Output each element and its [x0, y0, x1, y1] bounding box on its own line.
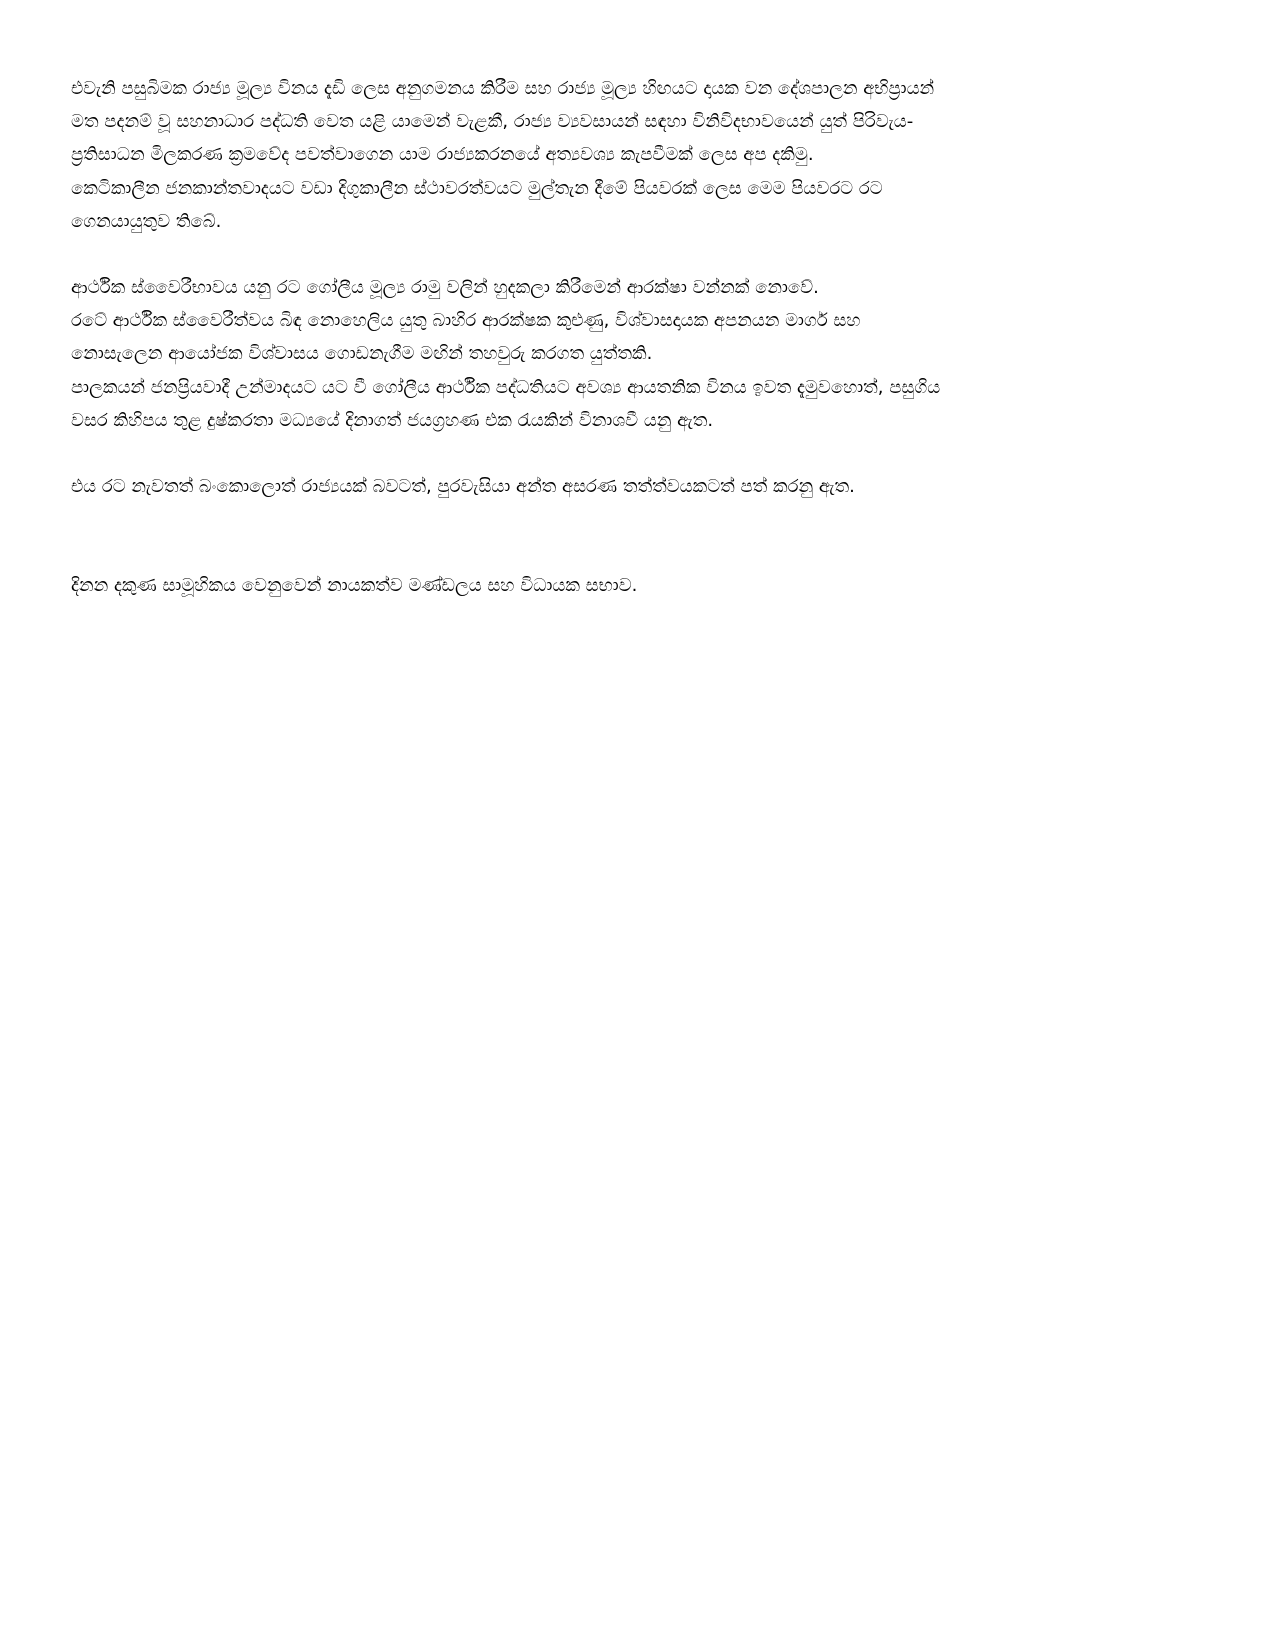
paragraph-line: ප්‍රතිසාධන මිලකරණ ක්‍රමවේද පවත්වාගෙන යාම රාජ්‍යකරනයේ අත්‍යවශ්‍ය කැපවීමක් ලෙස අප දකිමු. — [71, 144, 814, 166]
paragraph-line: පාලකයන් ජනප්‍රියවාදී උන්මාදයට යට වී ගෝලීය ආර්ථික පද්ධතියට අවශ්‍ය ආයතනික විනය ඉවත දැමුවහොත්, පසුගිය — [71, 376, 941, 398]
paragraph-line: කෙටිකාලීන ජනකාන්තවාදයට වඩා දිගුකාලීන ස්ථාවරත්වයට මුල්තැන දීමේ පියවරක් ලෙස මෙම පියවරට රට — [71, 177, 883, 199]
paragraph-consequence — [71, 470, 1201, 503]
document-body — [71, 72, 1201, 602]
paragraph-line: ආර්ථික ස්වෛරීභාවය යනු රට ගෝලීය මූල්‍ය රාමු වලින් හුදකලා කිරීමෙන් ආරක්ෂා වන්නක් නොවේ. — [71, 277, 819, 299]
paragraph-line: එය රට නැවතත් බංකොලොත් රාජ්‍යයක් බවටත්, පුරවැසියා අන්ත අසරණ තත්ත්වයකටත් පත් කරනු ඇත. — [71, 476, 855, 498]
paragraph-economic-sovereignty — [71, 271, 1201, 437]
paragraph-spacer — [71, 437, 1201, 470]
signature-line — [71, 569, 1201, 602]
paragraph-line: ගෙනයායුතුව තිබේ. — [71, 210, 222, 232]
paragraph-line: නොසැලෙන ආයෝජක විශ්වාසය ගොඩනැගීම මඟින් තහවුරු කරගත යුත්තකි. — [71, 343, 653, 365]
paragraph-spacer — [71, 238, 1201, 271]
paragraph-spacer — [71, 503, 1201, 569]
paragraph-fiscal-discipline — [71, 72, 1201, 238]
paragraph-line: එවැනි පසුබිමක රාජ්‍ය මූල්‍ය විනය දැඩි ලෙස අනුගමනය කිරීම සහ රාජ්‍ය මූල්‍ය හිඟයට දායක වන දේශපාලන අභිප්‍රායන් — [71, 78, 935, 99]
paragraph-line: මත පදනම් වූ සහනාධාර පද්ධති වෙත යළි යාමෙන් වැළකී, රාජ්‍ය ව්‍යවසායන් සඳහා විනිවිදභාවයෙන් යුත් පිරිවැය- — [71, 111, 914, 133]
signature-text: දිනන දකුණ සාමූහිකය වෙනුවෙන් නායකත්ව මණ්ඩලය සහ විධායක සභාව. — [71, 575, 638, 597]
paragraph-line: රටේ ආර්ථික ස්වෛරීත්වය බිඳ නොහෙලිය යුතු බාහිර ආරක්ෂක කුළුණු, විශ්වාසදායක අපනයන මාර්ග සහ — [71, 310, 861, 332]
paragraph-line: වසර කිහිපය තුළ දුෂ්කරතා මධ්‍යයේ දිනාගත් ජයග්‍රහණ එක රැයකින් විනාශවී යනු ඇත. — [71, 409, 714, 431]
